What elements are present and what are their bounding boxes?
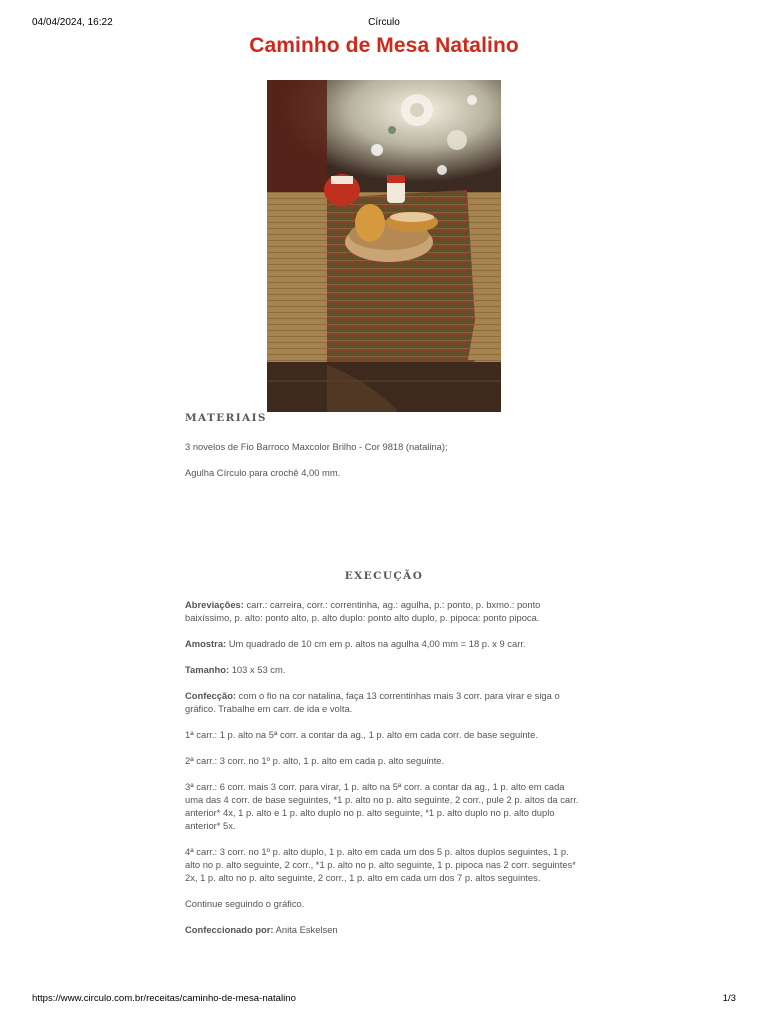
print-header bbox=[32, 17, 736, 31]
making-text: com o fio na cor natalina, faça 13 correntinhas mais 3 corr. para virar e siga o gráfico. Trabalhe em carr. de ida e volta. bbox=[185, 690, 560, 714]
row-instruction: 3ª carr.: 6 corr. mais 3 corr. para virar, 1 p. alto na 5ª corr. a contar da ag., 1 p. alto em cada uma das 4 corr. de base seguintes, *1 p. alto no p. alto seguinte, 2 corr., pule 2 p. altos da carr. anterior* 4x, 1 p. alto e 1 p. alto duplo no p. alto seguinte, *1 p. alto duplo no p. alto duplo anterior* 5x. bbox=[185, 781, 579, 831]
making-label: Confecção: bbox=[185, 690, 237, 701]
page-title: Caminho de Mesa Natalino bbox=[249, 34, 519, 57]
materials-item: 3 novelos de Fio Barroco Maxcolor Brilho - Cor 9818 (natalina); bbox=[185, 441, 448, 452]
size-paragraph bbox=[185, 663, 585, 676]
sample-text: Um quadrado de 10 cm em p. altos na agulha 4,00 mm = 18 p. x 9 carr. bbox=[226, 638, 526, 649]
page-url[interactable]: https://www.circulo.com.br/receitas/caminho-de-mesa-natalino bbox=[32, 993, 296, 1004]
abbreviations-label: Abreviações: bbox=[185, 599, 244, 610]
abbreviations-paragraph bbox=[185, 598, 585, 624]
row-instruction: 4ª carr.: 3 corr. no 1º p. alto duplo, 1 p. alto em cada um dos 5 p. altos duplos seguintes, 1 p. alto no p. alto seguinte, 2 corr., *1 p. alto no p. alto seguinte, 1 p. pipoca nas 2 corr. seguintes* 2x, 1 p. alto no p. alto seguinte, 2 corr., 1 p. alto em cada um dos 7 p. altos seguintes. bbox=[185, 846, 576, 883]
print-datetime: 04/04/2024, 16:22 bbox=[32, 17, 113, 28]
page-number: 1/3 bbox=[722, 993, 736, 1004]
execution-heading: EXECUÇÃO bbox=[344, 570, 424, 582]
print-site-title: Círculo bbox=[368, 17, 400, 28]
credit-label: Confeccionado por: bbox=[185, 924, 274, 935]
materials-heading: MATERIAIS bbox=[185, 412, 267, 424]
size-label: Tamanho: bbox=[185, 664, 230, 675]
credit-paragraph bbox=[185, 923, 585, 936]
row-instruction: 2ª carr.: 3 corr. no 1º p. alto, 1 p. alto em cada p. alto seguinte. bbox=[185, 755, 445, 766]
materials-item: Agulha Círculo para crochê 4,00 mm. bbox=[185, 467, 341, 478]
continue-instruction: Continue seguindo o gráfico. bbox=[185, 898, 305, 909]
making-paragraph bbox=[185, 689, 585, 715]
row-instruction: 1ª carr.: 1 p. alto na 5ª corr. a contar da ag., 1 p. alto em cada corr. de base seguinte. bbox=[185, 729, 538, 740]
execution-body bbox=[185, 598, 585, 949]
sample-label: Amostra: bbox=[185, 638, 227, 649]
credit-text: Anita Eskelsen bbox=[273, 924, 338, 935]
print-footer bbox=[32, 993, 736, 1007]
product-photo bbox=[267, 80, 501, 412]
size-text: 103 x 53 cm. bbox=[229, 664, 286, 675]
abbreviations-text: carr.: carreira, corr.: correntinha, ag.: agulha, p.: ponto, p. bxmo.: ponto baixíssimo, p. alto: ponto alto, p. alto duplo: ponto alto duplo, p. pipoca: ponto pipoca. bbox=[185, 599, 541, 623]
sample-paragraph bbox=[185, 637, 585, 650]
materials-list bbox=[185, 440, 585, 492]
